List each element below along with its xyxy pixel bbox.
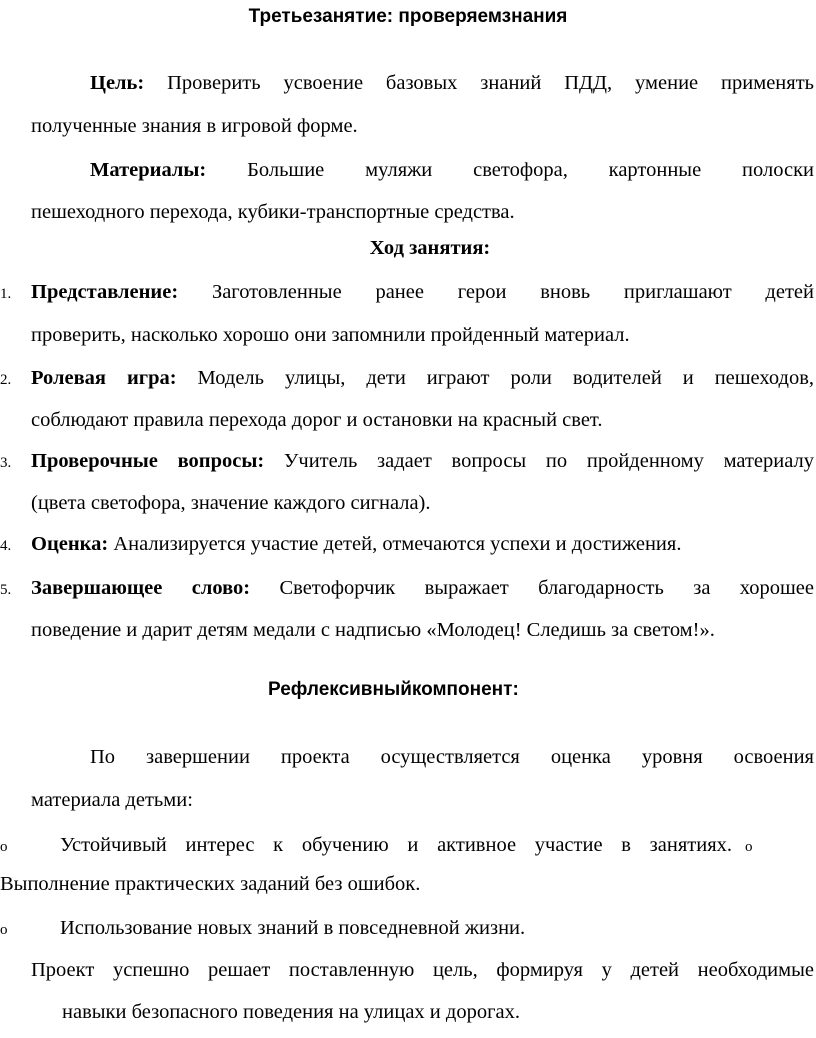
bullet-item: Устойчивый интерес к обучению и активное участие в занятиях. bbox=[60, 834, 732, 856]
materials-text-cont: пешеходного перехода, кубики-транспортные средства. bbox=[31, 201, 515, 223]
goal-text: Проверить усвоение базовых знаний ПДД, умение применять bbox=[167, 72, 814, 94]
step-text-cont: проверить, насколько хорошо они запомнили пройденный материал. bbox=[31, 324, 630, 346]
bullet-circle-icon: o bbox=[745, 839, 753, 855]
bullet-circle-icon: o bbox=[0, 922, 8, 938]
course-heading: Ход занятия: bbox=[369, 237, 491, 259]
step-text: Заготовленные ранее герои вновь приглашают детей bbox=[211, 281, 814, 303]
step-label: Представление: bbox=[31, 281, 179, 303]
step-number: 1. bbox=[0, 286, 12, 302]
step-label: Завершающее слово: bbox=[31, 577, 251, 599]
step-number: 4. bbox=[0, 538, 12, 554]
step-text: Анализируется участие детей, отмечаются успехи и достижения. bbox=[113, 533, 682, 555]
step-text-cont: (цвета светофора, значение каждого сигнала). bbox=[31, 492, 431, 514]
page-title: Третьезанятие: проверяемзнания bbox=[248, 6, 568, 27]
reflex-heading: Рефлексивныйкомпонент: bbox=[268, 679, 519, 700]
bullet-item: Использование новых знаний в повседневной жизни. bbox=[60, 917, 526, 939]
goal-label: Цель: bbox=[90, 72, 145, 94]
goal-text-cont: полученные знания в игровой форме. bbox=[31, 115, 358, 137]
reflex-intro-text: По завершении проекта осуществляется оценка уровня освоения bbox=[90, 746, 814, 768]
step-text: Модель улицы, дети играют роли водителей и пешеходов, bbox=[197, 367, 814, 389]
conclusion-text-cont: навыки безопасного поведения на улицах и дорогах. bbox=[62, 1001, 520, 1023]
step-label: Оценка: bbox=[31, 533, 109, 555]
step-text: Светофорчик выражает благодарность за хорошее bbox=[279, 577, 814, 599]
materials-label: Материалы: bbox=[90, 159, 207, 181]
step-text-cont: соблюдают правила перехода дорог и остановки на красный свет. bbox=[31, 409, 603, 431]
step-label: Ролевая игра: bbox=[31, 367, 177, 389]
step-text: Учитель задает вопросы по пройденному материалу bbox=[283, 450, 815, 472]
step-number: 5. bbox=[0, 582, 12, 598]
step-number: 3. bbox=[0, 455, 12, 471]
bullet-circle-icon: o bbox=[0, 839, 8, 855]
reflex-intro-cont: материала детьми: bbox=[31, 789, 193, 811]
materials-text: Большие муляжи светофора, картонные полоски bbox=[247, 159, 814, 181]
conclusion-text: Проект успешно решает поставленную цель, формируя у детей необходимые bbox=[31, 959, 814, 981]
step-number: 2. bbox=[0, 372, 12, 388]
step-text-cont: поведение и дарит детям медали с надписью «Молодец! Следишь за светом!». bbox=[31, 619, 715, 641]
step-label: Проверочные вопросы: bbox=[31, 450, 265, 472]
bullet-item: Выполнение практических заданий без ошибок. bbox=[0, 873, 421, 895]
